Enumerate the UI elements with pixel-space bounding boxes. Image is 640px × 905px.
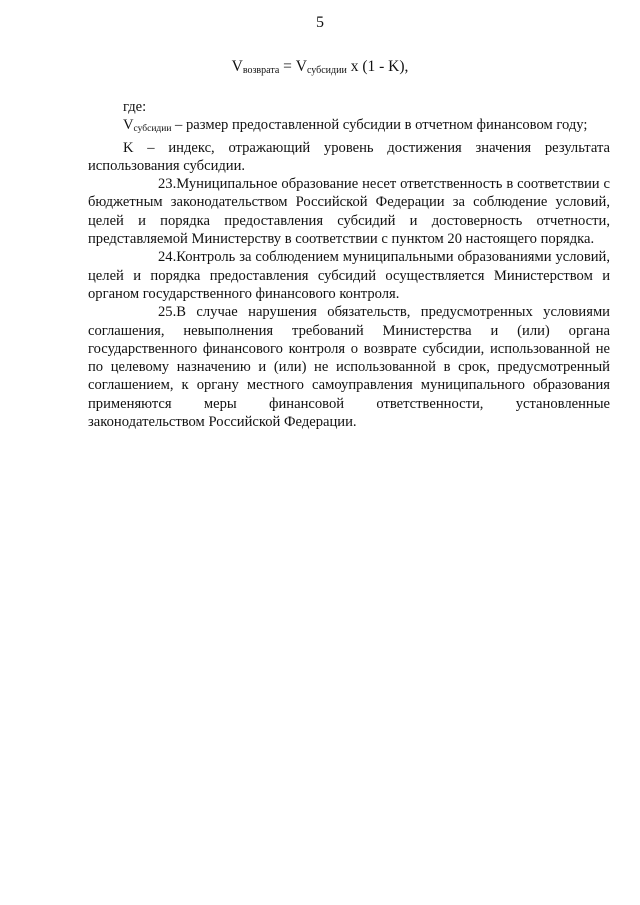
formula-lhs-sub: возврата [242, 65, 280, 76]
paragraph-text: В случае нарушения обязательств, предусмотренных условиями соглашения, невыполнения требований Министерства и (или) органа государственного финансового контроля о возврате субсидии, использованной не по целевому назначению и (или) не использованной в срок, предусмотренный соглашением, к органу местного самоуправления муниципального образования применяются меры финансовой ответственности, установленные законодательством Российской Федерации. [88, 304, 610, 431]
formula [0, 58, 640, 76]
formula-rhs-sub: субсидии [306, 65, 347, 76]
formula-equals: = [279, 58, 296, 75]
definition-sub: субсидии [133, 124, 172, 135]
paragraph-23 [88, 175, 610, 248]
paragraph-text: Контроль за соблюдением муниципальными образованиями условий, целей и порядка предоставления субсидий осуществляется Министерством и органом государственного финансового контроля. [88, 249, 610, 302]
definition-symbol: K [123, 139, 134, 156]
formula-lhs-symbol: V [231, 58, 243, 75]
paragraph-number: 23. [158, 176, 177, 193]
definition-text: – размер предоставленной субсидии в отчетном финансовом году; [171, 117, 588, 134]
definition-text: – индекс, отражающий уровень достижения значения результата использования субсидии. [88, 139, 610, 174]
definition-k-index [88, 139, 610, 176]
paragraph-text: Муниципальное образование несет ответственность в соответствии с бюджетным законодательством Российской Федерации за соблюдение условий, целей и порядка предоставления субсидий и достоверность отчетности, представляемой Министерству в соответствии с пунктом 20 настоящего порядка. [88, 176, 610, 248]
page-number: 5 [316, 14, 324, 31]
paragraph-number: 24. [158, 249, 177, 266]
formula-rhs-rest: x (1 - K), [346, 58, 409, 75]
paragraph-24 [88, 248, 610, 303]
where-label: где: [123, 99, 147, 115]
definition-symbol: V [123, 117, 134, 134]
definition-v-subsidy [88, 116, 610, 138]
paragraph-25 [88, 303, 610, 431]
document-body [88, 98, 610, 431]
formula-rhs-symbol: V [295, 58, 307, 75]
paragraph-number: 25. [158, 304, 177, 321]
